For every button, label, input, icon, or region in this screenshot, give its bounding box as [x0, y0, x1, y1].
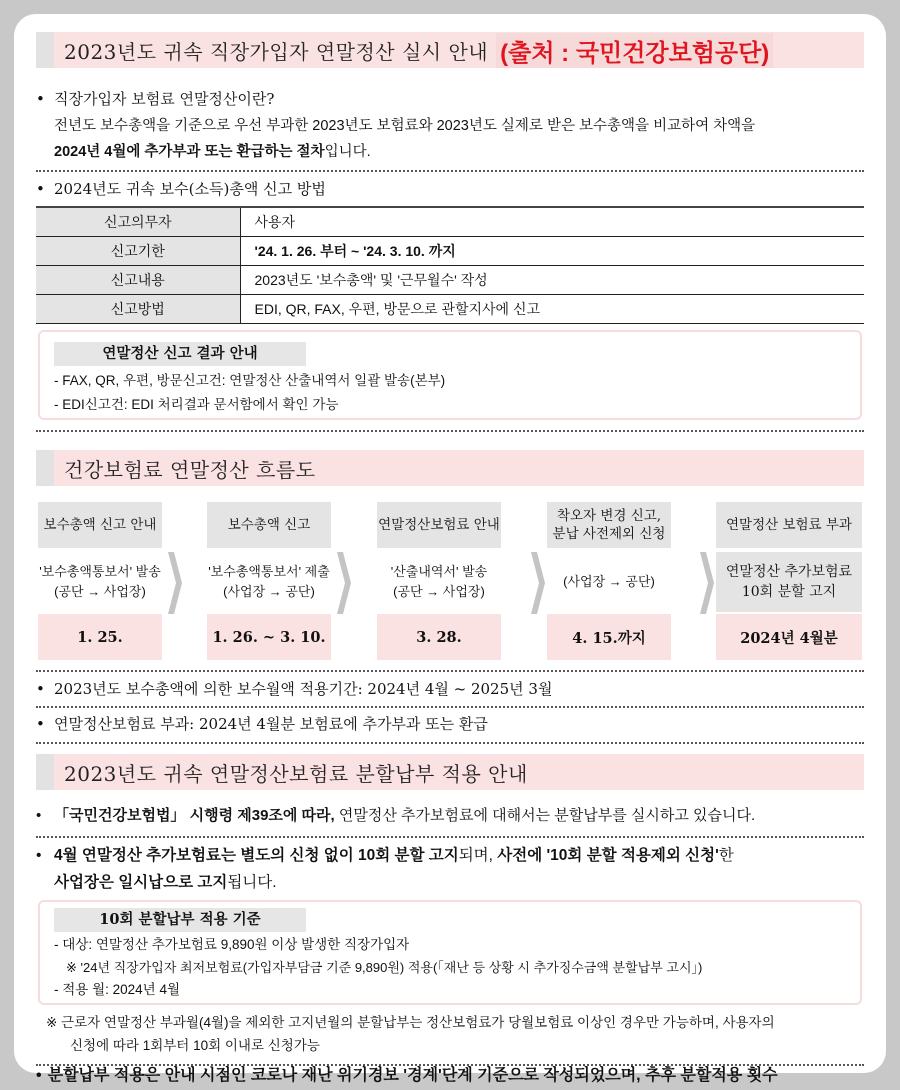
flow-step-desc: (사업장 → 공단): [563, 574, 655, 589]
table-row: [36, 236, 864, 265]
flow-step-date: 3. 28.: [377, 614, 501, 660]
row-value: 2023년도 '보수총액' 및 '근무월수' 작성: [240, 265, 864, 294]
flow-step-date: 1. 25.: [38, 614, 162, 660]
flow-arrow-icon: [700, 552, 714, 614]
flow-arrow-icon: [337, 552, 351, 614]
flow-step-head: 보수총액 신고: [207, 502, 331, 548]
table-row: [36, 294, 864, 323]
result-box-tag: 연말정산 신고 결과 안내: [54, 342, 306, 366]
report-heading: • 2024년도 귀속 보수(소득)총액 신고 방법: [36, 176, 326, 202]
intro-line-1: 전년도 보수총액을 기준으로 우선 부과한 2023년도 보험료와 2023년도 실제로 받은 보수총액을 비교하여 차액을: [54, 118, 756, 134]
flow-step-head: 연말정산보험료 안내: [377, 502, 501, 548]
row-key: 신고방법: [36, 294, 240, 323]
flow-step-head: 보수총액 신고 안내: [38, 502, 162, 548]
intro-line-2: [54, 139, 874, 165]
flow-step-desc: '보수총액통보서' 제출 (사업장 → 공단): [208, 564, 330, 599]
flow-step-5: [716, 502, 862, 660]
divider: [36, 170, 864, 172]
flow-step-head: 연말정산 보험료 부과: [716, 502, 862, 548]
row-key: 신고기한: [36, 236, 240, 265]
installment-bullet-2: • 4월 연말정산 추가보험료는 별도의 신청 없이 10회 분할 고지되며, 사전에 '10회 분할 적용제외 신청'한: [36, 843, 734, 869]
criteria-box-tag: 10회 분할납부 적용 기준: [54, 908, 306, 932]
table-row: [36, 265, 864, 294]
flow-step-desc: '산출내역서' 발송 (공단 → 사업장): [390, 564, 488, 599]
flow-step-date: 2024년 4월분: [716, 614, 862, 660]
flow-step-desc: '보수총액통보서' 발송 (공단 → 사업장): [39, 564, 161, 599]
installment-note-2: 신청에 따라 1회부터 10회 이내로 신청가능: [70, 1038, 320, 1053]
intro-question: • 직장가입자 보험료 연말정산이란?: [36, 86, 274, 112]
criteria-line: - 대상: 연말정산 추가보험료 9,890원 이상 발생한 직장가입자: [54, 937, 410, 952]
flow-step-date: 1. 26. ~ 3. 10.: [207, 614, 331, 660]
installment-heading: 2023년도 귀속 연말정산보험료 분할납부 적용 안내: [36, 754, 864, 790]
criteria-line: ※ '24년 직장가입자 최저보험료(가입자부담금 기준 9,890원) 적용(「재난 등 상황 시 추가징수금액 분할납부 고시」): [66, 960, 703, 975]
intro-line-2-rest: 입니다.: [324, 144, 371, 160]
criteria-line: - 적용 월: 2024년 4월: [54, 982, 180, 997]
divider: [36, 670, 864, 672]
divider: [36, 706, 864, 708]
result-box: [38, 330, 862, 420]
table-row: [36, 207, 864, 236]
flow-step-desc: 연말정산 추가보험료 10회 분할 고지: [716, 552, 862, 612]
flow-step-4: [547, 502, 671, 660]
flow-step-date: 4. 15.까지: [547, 614, 671, 660]
divider: [36, 836, 864, 838]
intro-line-2-bold: 2024년 4월에 추가부과 또는 환급하는 절차: [54, 144, 325, 160]
source-label: (출처 : 국민건강보험공단): [496, 33, 773, 68]
flow-step-1: [38, 502, 162, 660]
flow-arrow-icon: [531, 552, 545, 614]
criteria-box: [38, 900, 862, 1005]
divider: [36, 742, 864, 744]
charge-note: • 연말정산보험료 부과: 2024년 4월분 보험료에 추가부과 또는 환급: [36, 711, 488, 737]
installment-note-1: ※ 근로자 연말정산 부과월(4월)을 제외한 고지년월의 분할납부는 정산보험료가 당월보험료 이상인 경우만 가능하며, 사용자의: [46, 1015, 775, 1030]
row-key: 신고의무자: [36, 207, 240, 236]
overflow-bullet: • 분할납부 적용은 안내 시점인 코로나 재난 위기경보 '경계'단계 기준으로 작성되었으며, 추후 분할적용 횟수: [36, 1062, 778, 1085]
title-text: 2023년도 귀속 직장가입자 연말정산 실시 안내: [64, 39, 489, 64]
flow-heading: 건강보험료 연말정산 흐름도: [36, 450, 864, 486]
result-line: - EDI신고건: EDI 처리결과 문서함에서 확인 가능: [54, 397, 339, 412]
row-value: '24. 1. 26. 부터 ~ '24. 3. 10. 까지: [240, 236, 864, 265]
row-key: 신고내용: [36, 265, 240, 294]
installment-bullet-2-line-2: 사업장은 일시납으로 고지됩니다.: [54, 874, 277, 891]
report-table: [36, 206, 864, 324]
divider: [36, 430, 864, 432]
page-title: [36, 32, 864, 68]
result-line: - FAX, QR, 우편, 방문신고건: 연말정산 산출내역서 일괄 발송(본부): [54, 373, 446, 388]
period-note: • 2023년도 보수총액에 의한 보수월액 적용기간: 2024년 4월 ~ 2025년 3월: [36, 676, 552, 702]
installment-bullet-1: • 「국민건강보험법」 시행령 제39조에 따라, 연말정산 추가보험료에 대해서는 분할납부를 실시하고 있습니다.: [36, 803, 755, 829]
flow-arrow-icon: [168, 552, 182, 614]
flow-step-3: [377, 502, 501, 660]
row-value: EDI, QR, FAX, 우편, 방문으로 관할지사에 신고: [240, 294, 864, 323]
flow-step-head: 착오자 변경 신고, 분납 사전제외 신청: [547, 502, 671, 548]
flow-step-2: [207, 502, 331, 660]
row-value: 사용자: [240, 207, 864, 236]
